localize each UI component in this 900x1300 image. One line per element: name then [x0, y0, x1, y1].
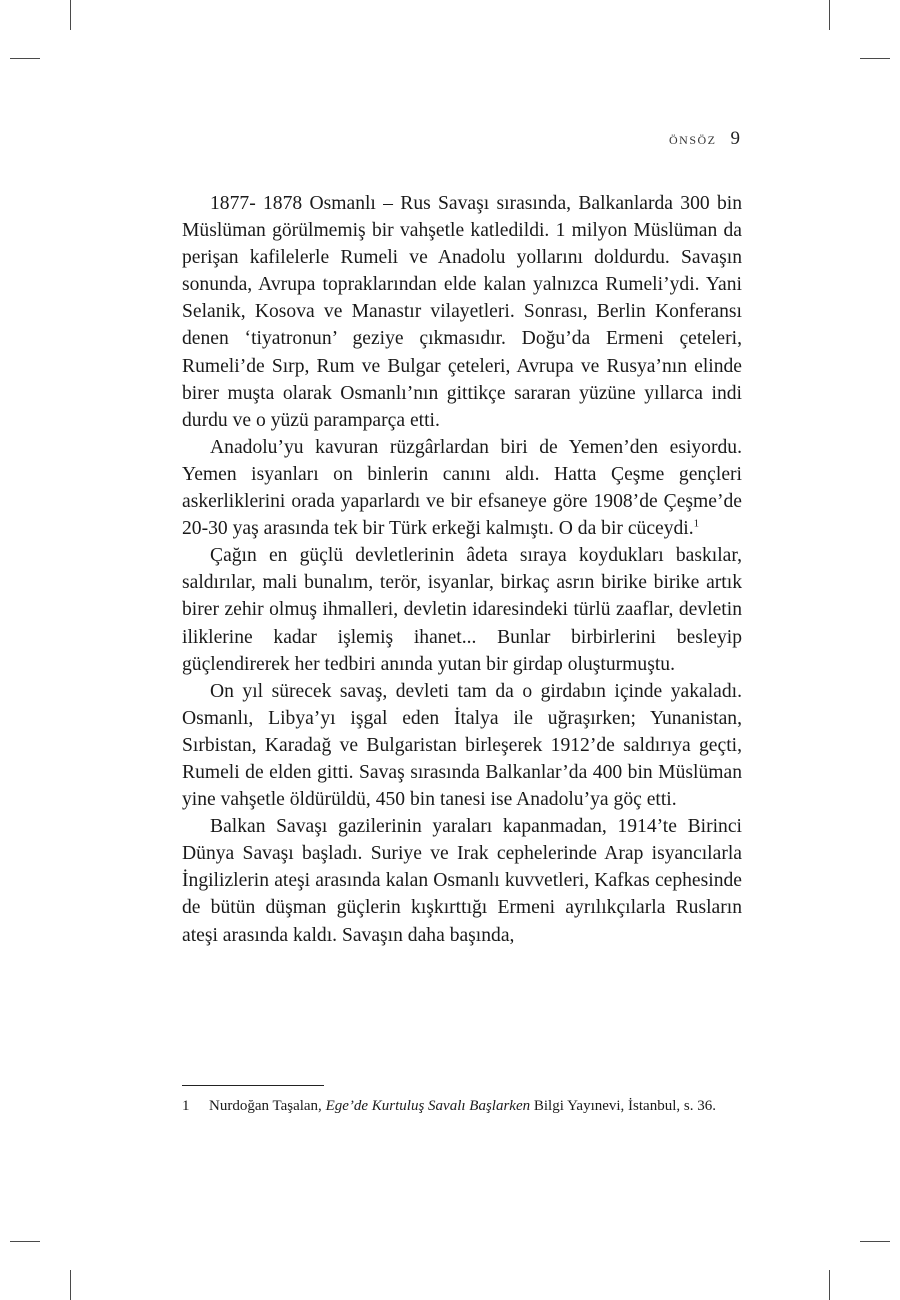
- footnote-text: [209, 1096, 742, 1116]
- crop-mark-top-left-h: [10, 58, 40, 59]
- paragraph-1: 1877- 1878 Osmanlı – Rus Savaşı sırasında, Balkanlarda 300 bin Müslüman görülmemiş bir vahşetle katledildi. 1 milyon Müslüman da perişan kafilelerle Rumeli ve Anadolu yollarını doldurdu. Savaşın sonunda, Avrupa topraklarından elde kalan yalnızca Rumeli’ydi. Yani Selanik, Kosova ve Manastır vilayetleri. Sonrası, Berlin Konferansı denen ‘tiyatronun’ geziye çıkmasıdır. Doğu’da Ermeni çeteleri, Rumeli’de Sırp, Rum ve Bulgar çeteleri, Avrupa ve Rusya’nın elinde birer muşta olarak Osmanlı’nın gittikçe sararan yüzüne yıllarca indi durdu ve o yüzü paramparça etti.: [182, 193, 742, 431]
- crop-mark-top-right-h: [860, 58, 890, 59]
- crop-mark-top-left: [70, 0, 71, 30]
- crop-mark-bottom-right: [829, 1270, 830, 1300]
- footnote-reference[interactable]: 1: [693, 517, 700, 530]
- footnote-divider: [182, 1085, 324, 1086]
- running-title: ÖNSÖZ: [668, 133, 717, 147]
- crop-mark-bottom-left: [70, 1270, 71, 1300]
- footnote-number: 1: [182, 1098, 190, 1114]
- crop-mark-bottom-right-h: [860, 1241, 890, 1242]
- crop-mark-bottom-left-h: [10, 1241, 40, 1242]
- paragraph-5: Balkan Savaşı gazilerinin yaraları kapanmadan, 1914’te Birinci Dünya Savaşı başladı. Suriye ve Irak cephelerinde Arap isyancılarla İngilizlerin ateşi arasında kalan Osmanlı kuvvetleri, Kafkas cephesinde de bütün düşman güçlerin kışkırttığı Ermeni ayrılıkçılarla Rusların ateşi arasında kaldı. Savaşın daha başında,: [182, 816, 742, 946]
- paragraph-4: On yıl sürecek savaş, devleti tam da o girdabın içinde yakaladı. Osmanlı, Libya’yı işgal eden İtalya ile uğraşırken; Yunanistan, Sırbistan, Karadağ ve Bulgaristan birleşerek 1912’de saldırıya geçti, Rumeli de elden gitti. Savaş sırasında Balkanlar’da 400 bin Müslüman yine vahşetle öldürüldü, 450 bin tanesi ise Anadolu’ya göç etti.: [182, 680, 742, 811]
- paragraph-2: [182, 434, 742, 542]
- footnote-title: Ege’de Kurtuluş Savalı Başlarken: [325, 1098, 531, 1114]
- crop-mark-top-right: [829, 0, 830, 30]
- paragraph-3: Çağın en güçlü devletlerinin âdeta sıraya koydukları baskılar, saldırılar, mali bunalım, terör, isyanlar, birkaç asrın birike birike artık birer zehir olmuş ihmalleri, devletin idaresindeki türlü zaaflar, devletin iliklerine kadar işlemiş ihanet... Bunlar birbirlerini besleyip güçlendirerek her tedbiri anında yutan bir girdap oluşturmuştu.: [182, 545, 742, 675]
- footnote-publisher: Bilgi Yayınevi, İstanbul, s. 36.: [533, 1098, 716, 1114]
- page-number: 9: [730, 128, 740, 149]
- footnote-author: Nurdoğan Taşalan,: [209, 1098, 322, 1114]
- footnote: [182, 1096, 742, 1116]
- body-text: [182, 190, 742, 949]
- running-header: [669, 128, 740, 150]
- paragraph-2-text: Anadolu’yu kavuran rüzgârlardan biri de Yemen’den esiyordu. Yemen isyanları on binlerin canını aldı. Hatta Çeşme gençleri askerliklerini orada yaparlardı ve bir efsaneye göre 1908’de Çeşme’de 20-30 yaş arasında tek bir Türk erkeği kalmıştı. O da bir cüceydi.: [182, 436, 742, 540]
